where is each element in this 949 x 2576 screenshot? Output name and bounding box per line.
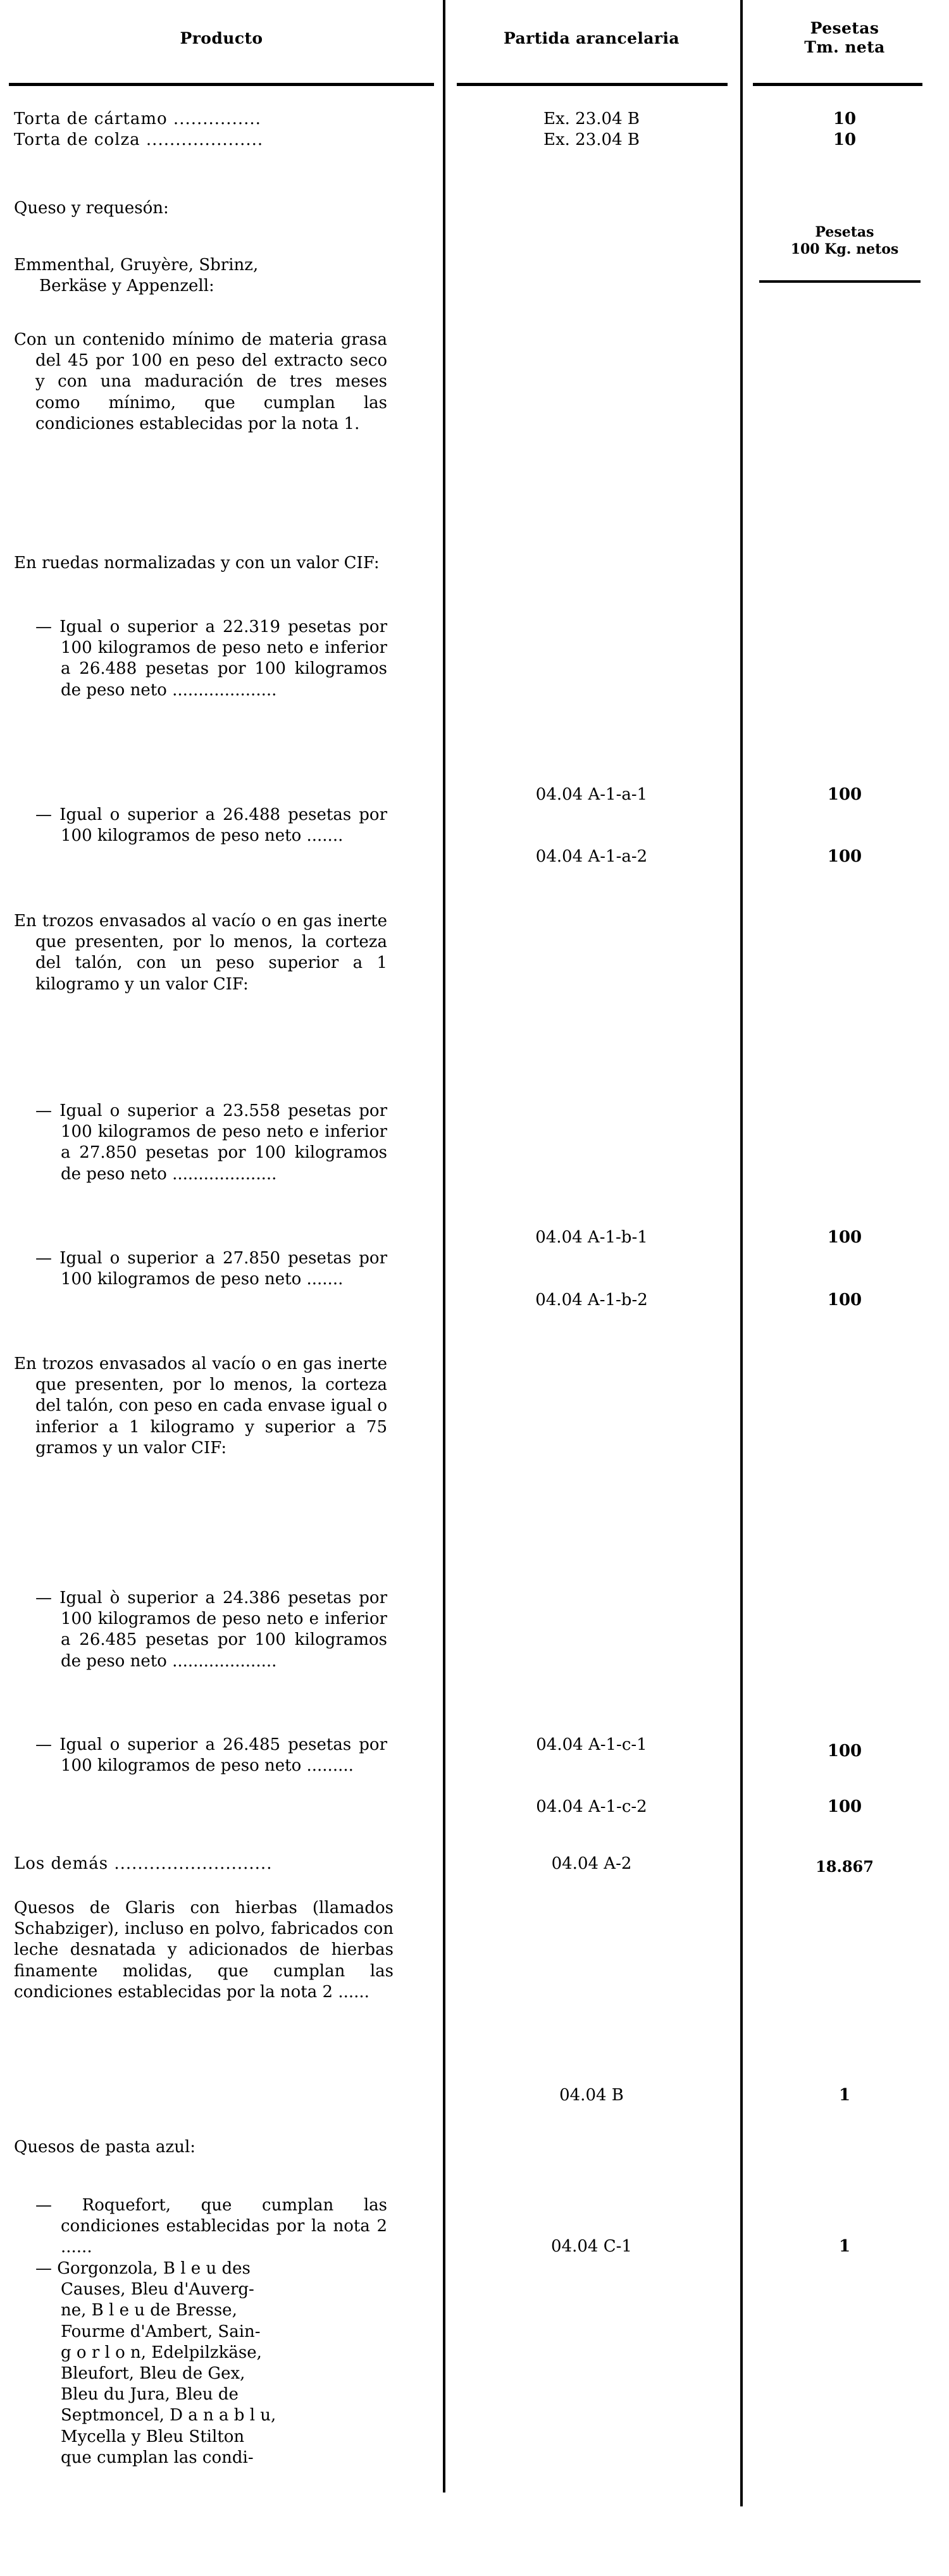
gorgonzola-line-9: Mycella y Bleu Stilton: [61, 2427, 245, 2446]
emmenthal-line1: Emmenthal, Gruyère, Sbrinz,: [14, 256, 259, 275]
row-torta-colza-code: Ex. 23.04 B: [543, 130, 640, 149]
gorgonzola-line-2: Causes, Bleu d'Auverg-: [61, 2280, 254, 2300]
gorgonzola-line-8: Septmoncel, D a n a b l u,: [61, 2406, 276, 2425]
block-contenido-minimo: Con un contenido mínimo de materia grasa del 45 por 100 en peso del extracto seco y con una maduración de tres meses como mínimo, que cumplan las condiciones establecidas por la nota 1.: [14, 330, 387, 433]
subheader-pesetas-100kg: [740, 224, 949, 258]
block-ruedas-a1: — Igual o superior a 22.319 pesetas por 100 kilogramos de peso neto e inferior a 26.488 pesetas por 100 kilogramos de peso neto ....................: [35, 617, 387, 700]
block-trozos-b2: — Igual o superior a 27.850 pesetas por 100 kilogramos de peso neto .......: [35, 1249, 387, 1289]
block-trozos-c1: — Igual ò superior a 24.386 pesetas por 100 kilogramos de peso neto e inferior a 26.485 pesetas por 100 kilogramos de peso neto ....................: [35, 1588, 387, 1671]
row-trozos-b2-value: 100: [827, 1291, 862, 1310]
column-header-pesetas: [740, 19, 949, 57]
header-rule-partida: [457, 83, 728, 86]
header-rule-pesetas: [753, 83, 922, 86]
row-trozos-c1-code: 04.04 A-1-c-1: [536, 1735, 647, 1754]
block-glaris: Quesos de Glaris con hierbas (llamados Schabziger), incluso en polvo, fabricados con leche desnatada y adicionados de hierbas finamente molidas, que cumplan las condiciones establecidas por la nota 2 ......: [14, 1898, 394, 2002]
column-header-producto: Producto: [180, 29, 263, 47]
gorgonzola-line-7: Bleu du Jura, Bleu de: [61, 2385, 239, 2405]
block-trozos-vacio-75g: En trozos envasados al vacío o en gas inerte que presenten, por lo menos, la corteza del talón, con peso en cada envase igual o inferior a 1 kilogramo y superior a 75 gramos y un valor CIF:: [14, 1354, 387, 1458]
row-torta-cartamo-code: Ex. 23.04 B: [543, 109, 640, 128]
block-gorgonzola: [14, 2258, 387, 2468]
row-ruedas-a2-value: 100: [827, 847, 862, 866]
subheader-pesetas-line2: 100 Kg. netos: [790, 241, 899, 257]
column-header-pesetas-line2: Tm. neta: [804, 38, 885, 56]
row-trozos-b2-code: 04.04 A-1-b-2: [535, 1291, 648, 1310]
block-trozos-c2: — Igual o superior a 26.485 pesetas por 100 kilogramos de peso neto .........: [35, 1735, 387, 1776]
header-rule-producto: [9, 83, 434, 86]
row-roquefort-value: 1: [838, 2237, 851, 2256]
section-pasta-azul: Quesos de pasta azul:: [14, 2138, 196, 2157]
row-glaris-code: 04.04 B: [559, 2086, 624, 2105]
gorgonzola-line-6: Bleufort, Bleu de Gex,: [61, 2364, 245, 2384]
gorgonzola-line-1: — Gorgonzola, B l e u des: [35, 2259, 251, 2278]
row-torta-cartamo-value: 10: [833, 109, 857, 128]
row-trozos-b1-code: 04.04 A-1-b-1: [535, 1228, 648, 1247]
row-ruedas-a1-value: 100: [827, 785, 862, 804]
emmenthal-line2: Berkäse y Appenzell:: [39, 276, 214, 296]
gorgonzola-line-3: ne, B l e u de Bresse,: [61, 2301, 237, 2320]
block-trozos-vacio-1kg: En trozos envasados al vacío o en gas inerte que presenten, por lo menos, la corteza del talón, con un peso superior a 1 kilogramo y un valor CIF:: [14, 912, 387, 994]
gorgonzola-line-5: g o r l o n, Edelpilzkäse,: [61, 2343, 262, 2362]
section-queso-requeson: Queso y requesón:: [14, 199, 169, 218]
column-header-pesetas-line1: Pesetas: [810, 19, 879, 37]
block-ruedas-normalizadas: En ruedas normalizadas y con un valor CIF:: [14, 554, 380, 573]
row-torta-colza-product: Torta de colza ....................: [14, 130, 264, 149]
row-torta-colza-value: 10: [833, 130, 857, 149]
row-ruedas-a2-code: 04.04 A-1-a-2: [535, 847, 648, 866]
row-los-demas-value: 18.867: [816, 1857, 874, 1876]
row-trozos-c2-code: 04.04 A-1-c-2: [536, 1797, 647, 1816]
gorgonzola-line-4: Fourme d'Ambert, Sain-: [61, 2322, 261, 2341]
block-roquefort: — Roquefort, que cumplan las condiciones establecidas por la nota 2 ......: [35, 2196, 387, 2257]
block-trozos-b1: — Igual o superior a 23.558 pesetas por 100 kilogramos de peso neto e inferior a 27.850 pesetas por 100 kilogramos de peso neto ....................: [35, 1101, 387, 1184]
row-trozos-c1-value: 100: [827, 1742, 862, 1761]
row-ruedas-a1-code: 04.04 A-1-a-1: [535, 785, 648, 804]
row-trozos-b1-value: 100: [827, 1228, 862, 1247]
section-emmenthal: [14, 255, 431, 297]
gorgonzola-line-10: que cumplan las condi-: [61, 2448, 254, 2467]
row-glaris-value: 1: [838, 2086, 851, 2105]
column-header-partida: Partida arancelaria: [504, 29, 679, 47]
row-los-demas-product: Los demás ...........................: [14, 1854, 273, 1873]
subheader-pesetas-line1: Pesetas: [815, 224, 874, 240]
row-roquefort-code: 04.04 C-1: [551, 2237, 632, 2256]
row-los-demas-code: 04.04 A-2: [551, 1854, 632, 1873]
block-ruedas-a2: — Igual o superior a 26.488 pesetas por 100 kilogramos de peso neto .......: [35, 805, 387, 846]
row-trozos-c2-value: 100: [827, 1797, 862, 1816]
table-header: [0, 0, 949, 89]
subheader-rule: [759, 280, 921, 283]
row-torta-cartamo-product: Torta de cártamo ...............: [14, 109, 261, 128]
